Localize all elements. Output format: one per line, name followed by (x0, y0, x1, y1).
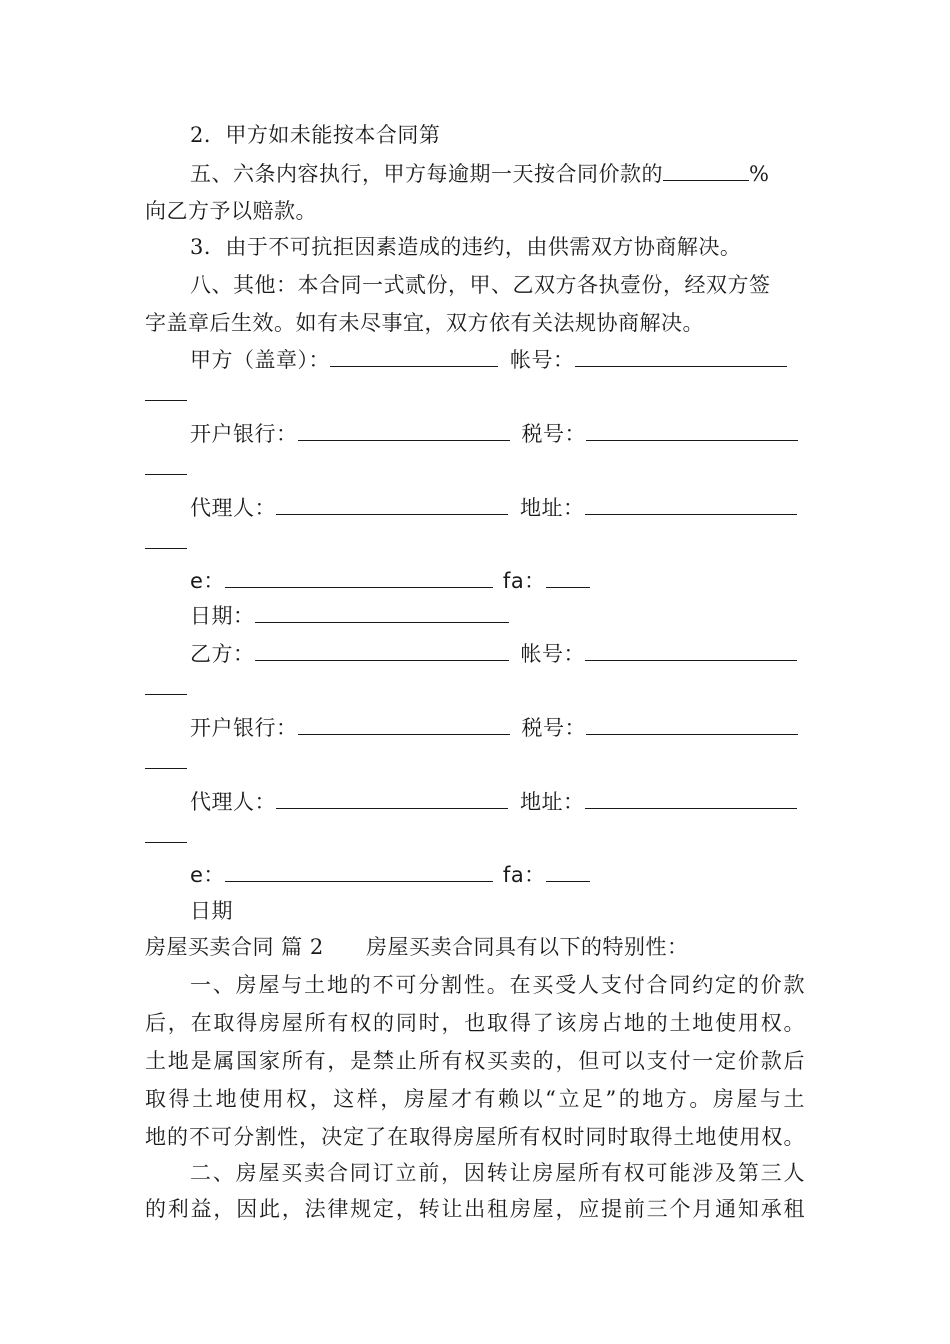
party-a-contact-row (190, 565, 590, 596)
article-2-title: 房屋买卖合同 篇 2 (145, 935, 324, 959)
article-2-intro: 房屋买卖合同具有以下的特别性： (366, 935, 689, 959)
article-2-p1-line-3: 土地是属国家所有，是禁止所有权买卖的，但可以支付一定价款后 (145, 1049, 805, 1073)
party-b-date-label: 日期 (190, 899, 233, 923)
party-b-bank-blank (298, 712, 510, 735)
party-a-account-blank (575, 344, 787, 367)
party-a-agent-label: 代理人： (190, 496, 276, 520)
party-a-tax-continuation (145, 452, 187, 483)
party-a-fax-blank (546, 565, 590, 588)
party-b-name-label: 乙方： (190, 642, 255, 666)
article-2-p1-line-4: 取得土地使用权，这样，房屋才有赖以“立足”的地方。房屋与土 (145, 1087, 805, 1111)
article-2-p1-line-2: 后，在取得房屋所有权的同时，也取得了该房占地的土地使用权。 (145, 1011, 805, 1035)
party-a-account-label: 帐号： (510, 348, 575, 372)
party-b-bank-label: 开户银行： (190, 716, 298, 740)
party-a-fax-label: fa： (502, 569, 546, 593)
party-a-agent-blank (276, 492, 508, 515)
party-b-tax-blank (586, 712, 798, 735)
party-b-address-continuation (145, 820, 187, 851)
party-b-name-row (190, 638, 797, 669)
party-b-address-blank (585, 786, 797, 809)
party-b-agent-row (190, 786, 797, 817)
party-a-email-blank (225, 565, 493, 588)
party-a-date-blank (255, 600, 509, 623)
party-a-tax-blank (586, 418, 798, 441)
party-b-agent-label: 代理人： (190, 790, 276, 814)
clause-item-2-text (190, 158, 769, 189)
party-b-name-blank (255, 638, 509, 661)
party-b-account-continuation (145, 672, 187, 703)
party-b-fax-blank (546, 859, 590, 882)
party-a-address-blank (585, 492, 797, 515)
party-a-address-label: 地址： (520, 496, 585, 520)
percent-blank (663, 158, 749, 181)
article-2-p1-line-5: 地的不可分割性，决定了在取得房屋所有权时同时取得土地使用权。 (145, 1125, 805, 1149)
party-a-bank-row (190, 418, 798, 449)
party-b-address-label: 地址： (520, 790, 585, 814)
percent-unit: % (749, 162, 770, 186)
party-b-tax-continuation (145, 746, 187, 777)
party-a-bank-label: 开户银行： (190, 422, 298, 446)
article-2-p2-line-2: 的利益，因此，法律规定，转让出租房屋，应提前三个月通知承租 (145, 1197, 805, 1221)
article-2-p1-line-1: 一、房屋与土地的不可分割性。在买受人支付合同约定的价款 (190, 973, 805, 997)
party-a-tax-label: 税号： (521, 422, 586, 446)
clause-item-2-heading: 2．甲方如未能按本合同第 (190, 123, 441, 147)
section-8-line-2: 字盖章后生效。如有未尽事宜，双方依有关法规协商解决。 (145, 311, 704, 335)
party-b-contact-row (190, 859, 590, 890)
party-a-date-row (190, 600, 509, 631)
party-b-account-label: 帐号： (520, 642, 585, 666)
clause-item-2-text-body: 五、六条内容执行，甲方每逾期一天按合同价款的 (190, 162, 663, 186)
party-b-account-blank (585, 638, 797, 661)
clause-item-2-end: 向乙方予以赔款。 (145, 199, 317, 223)
party-b-fax-label: fa： (502, 863, 546, 887)
party-a-name-blank (330, 344, 498, 367)
party-b-tax-label: 税号： (521, 716, 586, 740)
party-a-email-label: e： (190, 569, 225, 593)
party-a-name-row (190, 344, 787, 375)
party-a-agent-row (190, 492, 797, 523)
article-2-p2-line-1: 二、房屋买卖合同订立前，因转让房屋所有权可能涉及第三人 (190, 1161, 805, 1185)
party-b-agent-blank (276, 786, 508, 809)
party-b-bank-row (190, 712, 798, 743)
party-a-address-continuation (145, 526, 187, 557)
section-8-line-1: 八、其他：本合同一式贰份，甲、乙双方各执壹份，经双方签 (190, 273, 771, 297)
party-a-name-label: 甲方（盖章）： (190, 348, 330, 372)
party-b-email-blank (225, 859, 493, 882)
party-a-bank-blank (298, 418, 510, 441)
party-b-email-label: e： (190, 863, 225, 887)
party-a-date-label: 日期： (190, 604, 255, 628)
party-a-account-continuation (145, 378, 187, 409)
clause-item-3: 3．由于不可抗拒因素造成的违约，由供需双方协商解决。 (190, 235, 742, 259)
